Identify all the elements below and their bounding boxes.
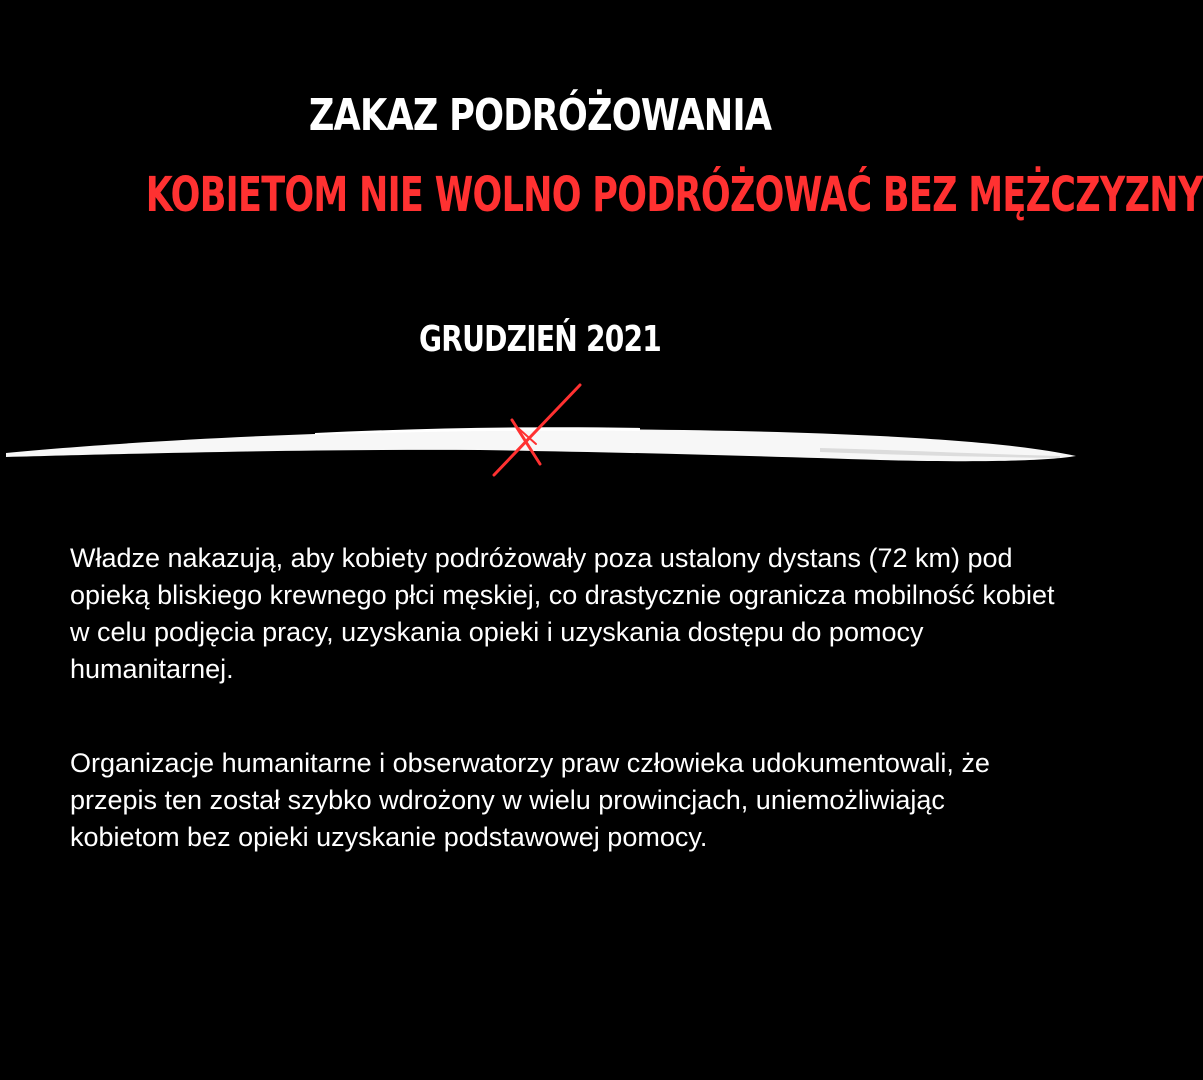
page-subtitle: KOBIETOM NIE WOLNO PODRÓŻOWAĆ BEZ MĘŻCZYZNY xyxy=(145,167,1203,223)
body-paragraph: Władze nakazują, aby kobiety podróżowały poza ustalony dystans (72 km) pod opieką bliskiego krewnego płci męskiej, co drastycznie ogranicza mobilność kobiet w celu podjęcia pracy, uzyskania opieki i uzyskania dostępu do pomocy humanitarnej. xyxy=(70,543,1055,684)
brush-stroke-divider xyxy=(0,378,1080,488)
body-paragraph: Organizacje humanitarne i obserwatorzy praw człowieka udokumentowali, że przepis ten został szybko wdrożony w wielu prowincjach, uniemożliwiając kobietom bez opieki uzyskanie podstawowej pomocy. xyxy=(70,748,990,852)
date-label: GRUDZIEŃ 2021 xyxy=(418,319,662,360)
page-title: ZAKAZ PODRÓŻOWANIA xyxy=(308,90,772,141)
brush-stroke xyxy=(6,429,1076,461)
